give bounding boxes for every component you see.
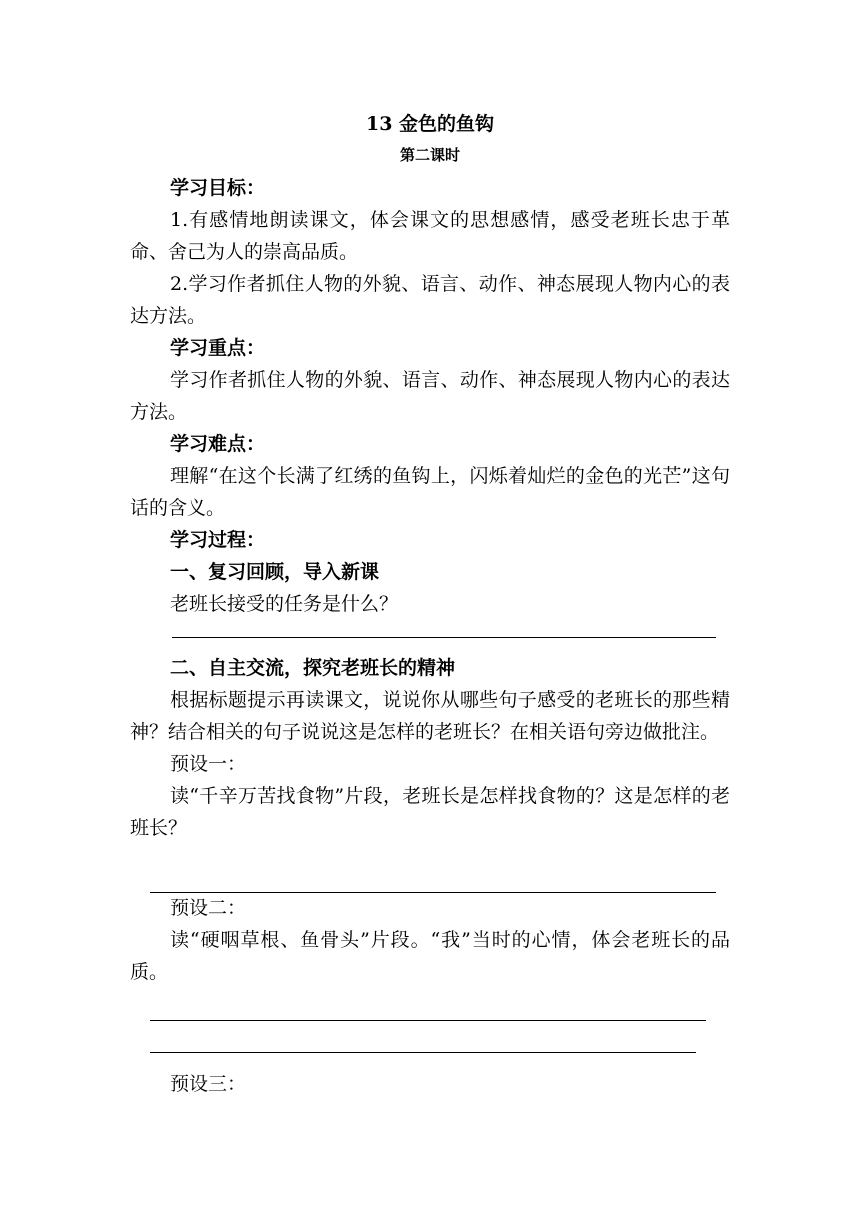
section-1-question: 老班长接受的任务是什么？ (170, 593, 399, 615)
key-points-text: 学习作者抓住人物的外貌、语言、动作、神态展现人物内心的表达方法。 (130, 369, 730, 423)
document-title: 13 金色的鱼钩 (365, 113, 495, 135)
preset-3-label: 预设三： (170, 1073, 247, 1095)
answer-space-3 (130, 988, 730, 1068)
difficulty-heading: 学习难点： (170, 433, 266, 455)
section-1-heading: 一、复习回顾，导入新课 (170, 561, 380, 583)
answer-space-2 (130, 844, 730, 892)
section-2-text: 根据标题提示再读课文，说说你从哪些句子感受的老班长的那些精神？结合相关的句子说说这是怎样的老班长？在相关语句旁边做批注。 (130, 689, 730, 743)
process-heading: 学习过程： (170, 529, 266, 551)
goal-1: 1.有感情地朗读课文，体会课文的思想感情，感受老班长忠于革命、舍己为人的崇高品质。 (130, 209, 730, 263)
preset-1-text: 读“千辛万苦找食物”片段，老班长是怎样找食物的？这是怎样的老班长？ (130, 785, 730, 839)
goal-2: 2.学习作者抓住人物的外貌、语言、动作、神态展现人物内心的表达方法。 (130, 273, 730, 327)
goals-heading: 学习目标： (170, 177, 266, 199)
answer-line-3 (150, 1020, 706, 1021)
answer-line-1 (172, 637, 716, 638)
document-subtitle: 第二课时 (399, 146, 460, 164)
difficulty-text: 理解“在这个长满了红绣的鱼钩上，闪烁着灿烂的金色的光芒”这句话的含义。 (130, 465, 730, 519)
answer-line-4 (150, 1052, 696, 1053)
preset-2-label: 预设二： (170, 897, 247, 919)
document-body (130, 172, 730, 1100)
preset-1-label: 预设一： (170, 753, 247, 775)
section-2-heading: 二、自主交流，探究老班长的精神 (170, 657, 456, 679)
preset-2-text: 读“硬咽草根、鱼骨头”片段。“我”当时的心情，体会老班长的品质。 (130, 929, 730, 983)
key-points-heading: 学习重点： (170, 337, 266, 359)
answer-line-2 (150, 892, 716, 893)
answer-space-1 (130, 620, 730, 652)
